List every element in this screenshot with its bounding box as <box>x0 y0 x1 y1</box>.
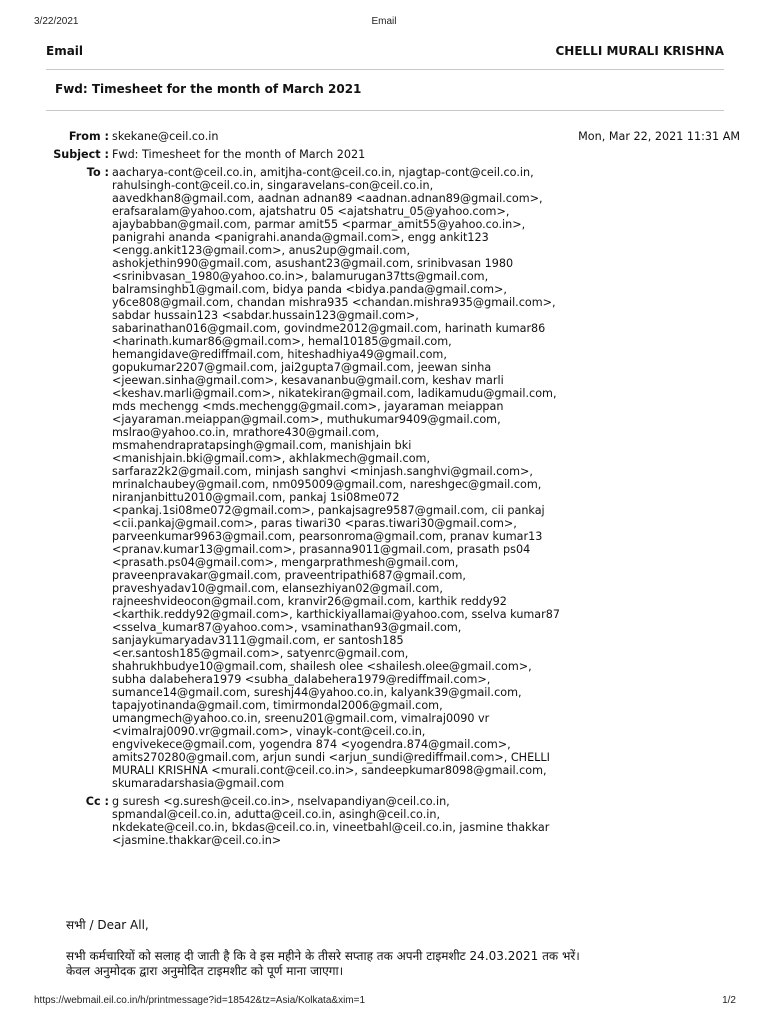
message-date: Mon, Mar 22, 2021 11:31 AM <box>578 130 740 143</box>
subject-value: Fwd: Timesheet for the month of March 2021 <box>112 148 366 161</box>
from-label: From : <box>68 130 109 143</box>
message-title: Fwd: Timesheet for the month of March 2021 <box>55 82 362 96</box>
cc-label: Cc : <box>85 795 109 808</box>
from-address[interactable]: skekane@ceil.co.in <box>112 130 219 143</box>
to-row <box>20 166 740 790</box>
print-title: Email <box>371 16 397 27</box>
user-name: CHELLI MURALI KRISHNA <box>555 44 724 58</box>
to-recipients[interactable]: aacharya-cont@ceil.co.in, amitjha-cont@ceil.co.in, njagtap-cont@ceil.co.in, rahulsingh-cont@ceil.co.in, singaravelans-con@ceil.co.in, aavedkhan8@gmail.com, aadnan adnan89 <aadnan.adnan89@gmail.com>, erafsaralam@yahoo.com, ajatshatru 05 <ajatshatru_05@yahoo.com>, ajaybabban@gmail.com, parmar amit55 <parmar_amit55@yahoo.co.in>, panigrahi ananda <panigrahi.ananda@gmail.com>, engg ankit123 <engg.ankit123@gmail.com>, anus2up@gmail.com, ashokjethin990@gmail.com, asushant23@gmail.com, srinibvasan 1980 <srinibvasan_1980@yahoo.co.in>, balamurugan37tts@gmail.com, balramsinghb1@gmail.com, bidya panda <bidya.panda@gmail.com>, y6ce808@gmail.com, chandan mishra935 <chandan.mishra935@gmail.com>, sabdar hussain123 <sabdar.hussain123@gmail.com>, sabarinathan016@gmail.com, govindme2012@gmail.com, harinath kumar86 <harinath.kumar86@gmail.com>, hemal10185@gmail.com, hemangidave@rediffmail.com, hiteshadhiya49@gmail.com, gopukumar2207@gmail.com, jai2gupta7@gmail.com, jeewan sinha <jeewan.sinha@gmail.com>, kesavananbu@gmail.com, keshav marli <keshav.marli@gmail.com>, nikatekiran@gmail.com, ladikamudu@gmail.com, mds mechengg <mds.mechengg@gmail.com>, jayaraman meiappan <jayaraman.meiappan@gmail.com>, muthukumar9409@gmail.com, mslrao@yahoo.co.in, mrathore430@gmail.com, msmahendrapratapsingh@gmail.com, manishjain bki <manishjain.bki@gmail.com>, akhlakmech@gmail.com, sarfaraz2k2@gmail.com, minjash sanghvi <minjash.sanghvi@gmail.com>, mrinalchaubey@gmail.com, nm095009@gmail.com, nareshgec@gmail.com, niranjanbittu2010@gmail.com, pankaj 1si08me072 <pankaj.1si08me072@gmail.com>, pankajsagre9587@gmail.com, cii pankaj <cii.pankaj@gmail.com>, paras tiwari30 <paras.tiwari30@gmail.com>, parveenkumar9963@gmail.com, pearsonroma@gmail.com, pranav kumar13 <pranav.kumar13@gmail.com>, prasanna9011@gmail.com, prasath ps04 <prasath.ps04@gmail.com>, mengarprathmesh@gmail.com, praveenpravakar@gmail.com, praveentripathi687@gmail.com, praveshyadav10@gmail.com, elansezhiyan02@gmail.com, rajneeshvideocon@gmail.com, kranvir26@gmail.com, karthik reddy92 <karthik.reddy92@gmail.com>, karthickiyallamai@yahoo.com, sselva kumar87 <sselva_kumar87@yahoo.com>, vsaminathan93@gmail.com, sanjaykumaryadav3111@gmail.com, er santosh185 <er.santosh185@gmail.com>, satyenrc@gmail.com, shahrukhbudye10@gmail.com, shailesh olee <shailesh.olee@gmail.com>, subha dalabehera1979 <subha_dalabehera1979@rediffmail.com>, sumance14@gmail.com, sureshj44@yahoo.co.in, kalyank39@gmail.com, tapajyotinanda@gmail.com, timirmondal2006@gmail.com, umangmech@yahoo.co.in, sreenu201@gmail.com, vimalraj0090 vr <vimalraj0090.vr@gmail.com>, vinayk-cont@ceil.co.in, engvivekece@gmail.com, yogendra 874 <yogendra.874@gmail.com>, amits270280@gmail.com, arjun sundi <arjun_sundi@rediffmail.com>, CHELLI MURALI KRISHNA <murali.cont@ceil.co.in>, sandeepkumar8098@gmail.com, skumaradarshasia@gmail.com <box>112 166 560 790</box>
message-body <box>66 918 738 979</box>
message-headers <box>20 130 740 852</box>
header-divider <box>46 69 724 70</box>
body-greeting: सभी / Dear All, <box>66 918 149 932</box>
app-name: Email <box>46 44 84 58</box>
subject-row <box>20 148 740 161</box>
title-divider <box>46 110 724 111</box>
to-label: To : <box>86 166 109 179</box>
cc-row <box>20 795 740 847</box>
from-row <box>20 130 740 143</box>
cc-recipients[interactable]: g suresh <g.suresh@ceil.co.in>, nselvapandiyan@ceil.co.in, spmandal@ceil.co.in, adutta@ceil.co.in, asingh@ceil.co.in, nkdekate@ceil.co.in, bkdas@ceil.co.in, vineetbahl@ceil.co.in, jasmine thakkar <jasmine.thakkar@ceil.co.in> <box>112 795 550 847</box>
app-bar <box>46 44 724 62</box>
print-url: https://webmail.eil.co.in/h/printmessage?id=18542&tz=Asia/Kolkata&xim=1 <box>34 995 366 1006</box>
subject-label: Subject : <box>53 148 109 161</box>
body-line-2: केवल अनुमोदक द्वारा अनुमोदित टाइमशीट को पूर्ण माना जाएगा। <box>66 964 344 978</box>
print-date: 3/22/2021 <box>34 16 79 27</box>
body-line-1: सभी कर्मचारियों को सलाह दी जाती है कि वे इस महीने के तीसरे सप्ताह तक अपनी टाइमशीट 24.03.2021 तक भरें। <box>66 949 580 963</box>
page-number: 1/2 <box>722 995 736 1006</box>
